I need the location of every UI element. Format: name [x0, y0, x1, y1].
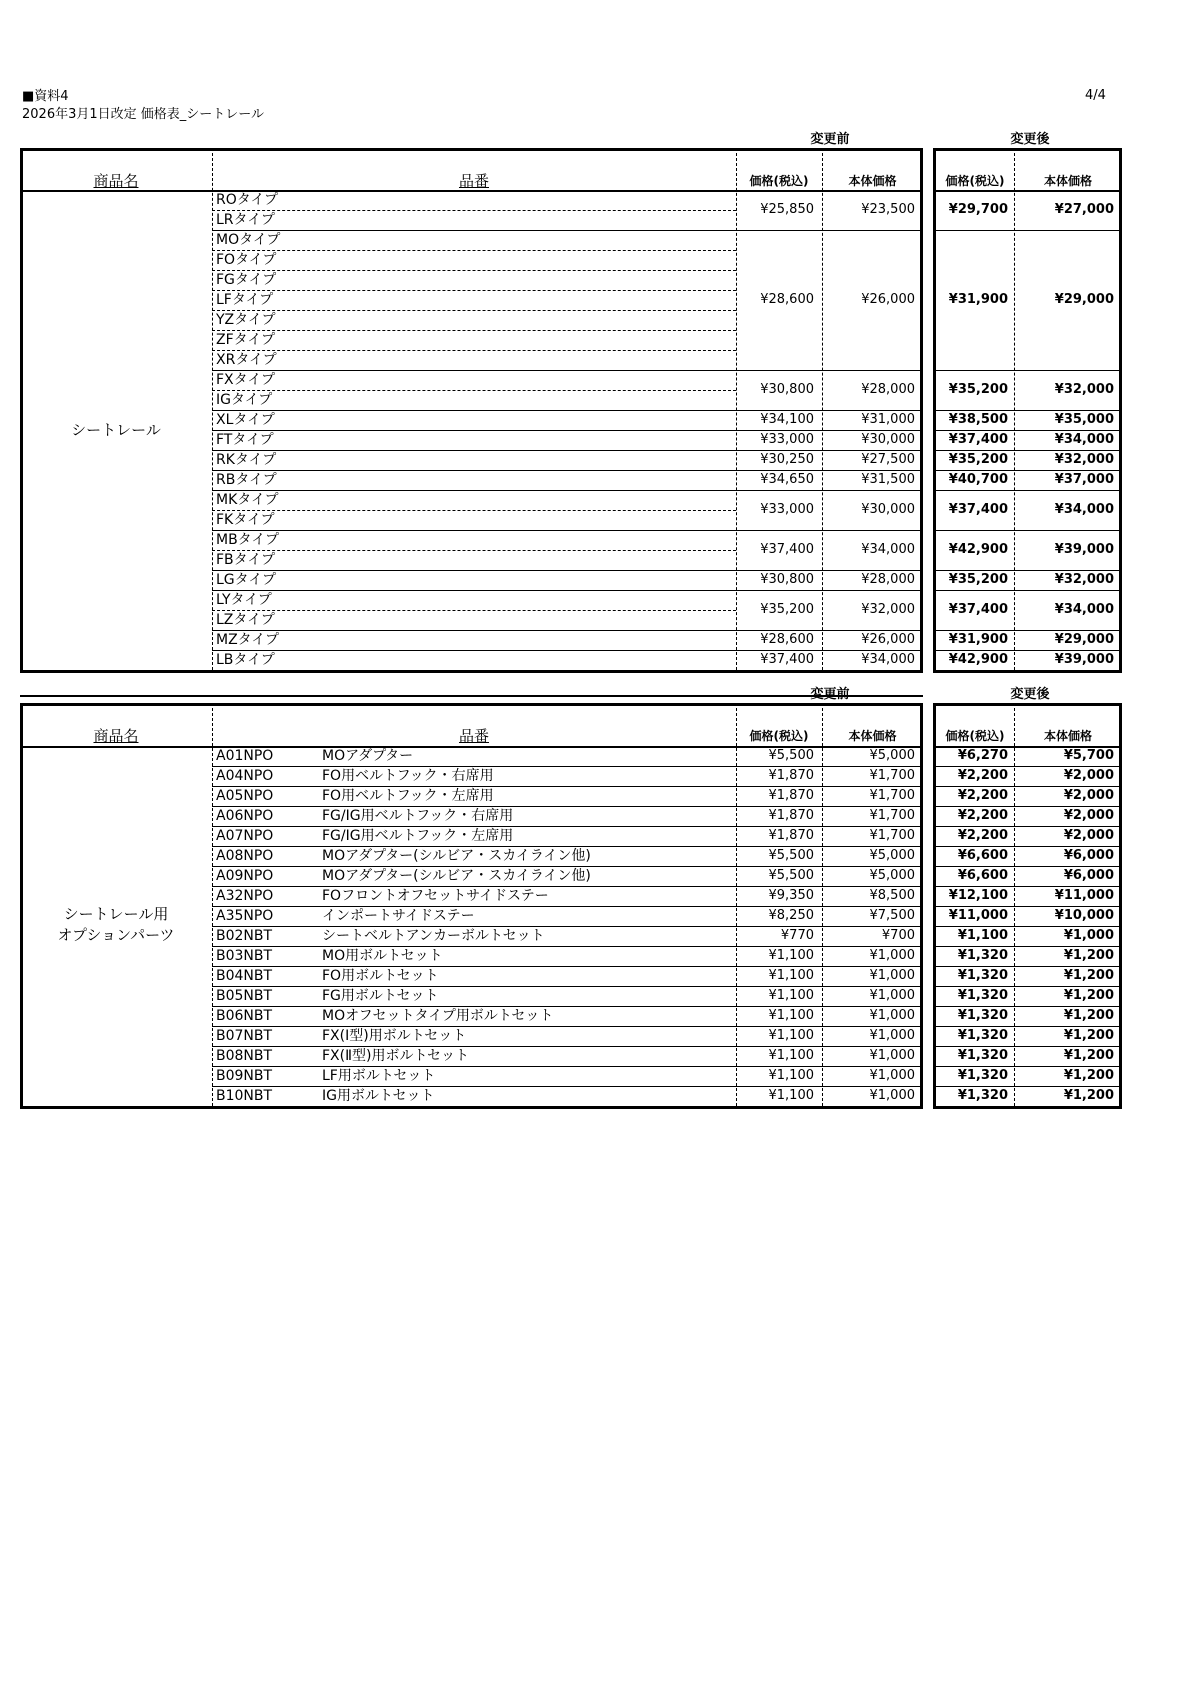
s1-g11-before-base: ¥26,000 [861, 632, 915, 647]
s2-r13-before-tax: ¥1,100 [768, 1008, 814, 1023]
s1-part-8-1: FBタイプ [216, 552, 275, 568]
s2-vline-after [1014, 703, 1015, 1106]
s1-part-7-0: MKタイプ [216, 492, 279, 508]
s1-g8-before-tax: ¥37,400 [760, 542, 814, 557]
s2-r11-before-tax: ¥1,100 [768, 968, 814, 983]
s1-part-2-0: FXタイプ [216, 372, 275, 388]
s2-r16-before-base: ¥1,000 [869, 1068, 915, 1083]
s1-g9-after-base: ¥32,000 [1054, 572, 1114, 587]
s2-r14-after-tax: ¥1,320 [957, 1028, 1008, 1043]
s1-g2-after-base: ¥32,000 [1054, 382, 1114, 397]
s1-g5-after-tax: ¥35,200 [948, 452, 1008, 467]
s2-col-after-base: 本体価格 [1043, 729, 1092, 743]
s2-desc-10: MO用ボルトセット [322, 948, 443, 964]
s2-r11-before-base: ¥1,000 [869, 968, 915, 983]
s1-g9-before-tax: ¥30,800 [760, 572, 814, 587]
s1-g12-after-tax: ¥42,900 [948, 652, 1008, 667]
s2-code-16: B09NBT [216, 1068, 273, 1084]
document-header [22, 88, 264, 124]
s1-part-9-0: LGタイプ [216, 572, 276, 588]
s1-vline-0 [212, 148, 213, 670]
s2-r11-after-base: ¥1,200 [1063, 968, 1114, 983]
s1-g5-before-tax: ¥30,250 [760, 452, 814, 467]
s2-r14-after-base: ¥1,200 [1063, 1028, 1114, 1043]
s1-col-after-tax: 価格(税込) [945, 174, 1005, 188]
s2-r9-before-base: ¥700 [881, 928, 915, 943]
s2-r10-after-base: ¥1,200 [1063, 948, 1114, 963]
s1-g11-before-tax: ¥28,600 [760, 632, 814, 647]
s1-g5-after-base: ¥32,000 [1054, 452, 1114, 467]
s1-g2-before-tax: ¥30,800 [760, 382, 814, 397]
s2-col-before-tax: 価格(税込) [749, 729, 809, 743]
s2-code-1: A04NPO [216, 768, 274, 784]
s1-g3-after-tax: ¥38,500 [948, 412, 1008, 427]
s1-part-3-0: XLタイプ [216, 412, 275, 428]
s2-r17-before-tax: ¥1,100 [768, 1088, 814, 1103]
s1-g1-after-base: ¥29,000 [1054, 292, 1114, 307]
s1-head-line [20, 190, 923, 192]
s1-part-7-1: FKタイプ [216, 512, 275, 528]
s1-part-1-3: LFタイプ [216, 292, 274, 308]
s2-before-label: 変更前 [810, 687, 850, 702]
s2-code-4: A07NPO [216, 828, 274, 844]
s2-vline-0 [212, 703, 213, 1106]
s2-desc-17: IG用ボルトセット [322, 1088, 435, 1104]
s1-g5-before-base: ¥27,500 [861, 452, 915, 467]
doc-label: ■資料4 [22, 89, 69, 104]
s1-part-1-5: ZFタイプ [216, 332, 275, 348]
s2-code-9: B02NBT [216, 928, 273, 944]
s1-g10-before-base: ¥32,000 [861, 602, 915, 617]
s2-r11-after-tax: ¥1,320 [957, 968, 1008, 983]
s1-before-label: 変更前 [810, 132, 850, 147]
page-number: 4/4 [1085, 88, 1106, 103]
s2-desc-3: FG/IG用ベルトフック・右席用 [322, 808, 514, 824]
s2-r3-before-base: ¥1,700 [869, 808, 915, 823]
s2-r0-after-base: ¥5,700 [1063, 748, 1114, 763]
s2-r17-before-base: ¥1,000 [869, 1088, 915, 1103]
s2-head-line [20, 746, 923, 748]
s2-r8-before-base: ¥7,500 [869, 908, 915, 923]
s1-vline-after [1014, 148, 1015, 670]
s1-g6-before-tax: ¥34,650 [760, 472, 814, 487]
s1-part-1-6: XRタイプ [216, 352, 277, 368]
s1-g10-after-tax: ¥37,400 [948, 602, 1008, 617]
s2-r6-after-base: ¥6,000 [1063, 868, 1114, 883]
s1-g8-after-tax: ¥42,900 [948, 542, 1008, 557]
s1-col-after-base: 本体価格 [1043, 174, 1092, 188]
s2-vline-2 [822, 703, 823, 1106]
s1-g2-before-base: ¥28,000 [861, 382, 915, 397]
s2-r12-after-tax: ¥1,320 [957, 988, 1008, 1003]
s2-col-before-base: 本体価格 [848, 729, 897, 743]
s2-r1-before-tax: ¥1,870 [768, 768, 814, 783]
s1-g3-before-base: ¥31,000 [861, 412, 915, 427]
s2-r9-before-tax: ¥770 [780, 928, 814, 943]
s2-col-after-tax: 価格(税込) [945, 729, 1005, 743]
s2-code-3: A06NPO [216, 808, 274, 824]
s2-r0-before-base: ¥5,000 [869, 748, 915, 763]
s1-part-1-1: FOタイプ [216, 252, 277, 268]
s1-g8-after-base: ¥39,000 [1054, 542, 1114, 557]
s2-r4-after-tax: ¥2,200 [957, 828, 1008, 843]
s1-part-6-0: RBタイプ [216, 472, 277, 488]
s2-desc-16: LF用ボルトセット [322, 1068, 436, 1084]
s1-g4-after-tax: ¥37,400 [948, 432, 1008, 447]
s1-g4-before-tax: ¥33,000 [760, 432, 814, 447]
s1-g1-before-base: ¥26,000 [861, 292, 915, 307]
s2-r12-before-base: ¥1,000 [869, 988, 915, 1003]
s1-g3-before-tax: ¥34,100 [760, 412, 814, 427]
s2-r5-after-tax: ¥6,600 [957, 848, 1008, 863]
s2-r13-after-tax: ¥1,320 [957, 1008, 1008, 1023]
s2-code-11: B04NBT [216, 968, 273, 984]
s1-part-10-1: LZタイプ [216, 612, 275, 628]
s2-col-part: 品番 [458, 727, 489, 745]
s1-part-0-1: LRタイプ [216, 212, 275, 228]
s1-g12-before-tax: ¥37,400 [760, 652, 814, 667]
s1-col-before-tax: 価格(税込) [749, 174, 809, 188]
s1-g12-before-base: ¥34,000 [861, 652, 915, 667]
s2-r2-after-base: ¥2,000 [1063, 788, 1114, 803]
s1-g9-before-base: ¥28,000 [861, 572, 915, 587]
s2-r15-before-tax: ¥1,100 [768, 1048, 814, 1063]
doc-title: 2026年3月1日改定 価格表_シートレール [22, 107, 264, 122]
s2-r0-after-tax: ¥6,270 [957, 748, 1008, 763]
s2-r13-before-base: ¥1,000 [869, 1008, 915, 1023]
s2-code-17: B10NBT [216, 1088, 273, 1104]
s1-g9-after-tax: ¥35,200 [948, 572, 1008, 587]
s2-r4-after-base: ¥2,000 [1063, 828, 1114, 843]
s1-part-2-1: IGタイプ [216, 392, 273, 408]
s1-part-0-0: ROタイプ [216, 192, 279, 208]
s1-g12-after-base: ¥39,000 [1054, 652, 1114, 667]
s2-desc-14: FX(Ⅰ型)用ボルトセット [322, 1028, 467, 1044]
s2-code-12: B05NBT [216, 988, 273, 1004]
s2-head-line-after [933, 746, 1122, 748]
s1-part-11-0: MZタイプ [216, 632, 279, 648]
s1-part-1-0: MOタイプ [216, 232, 281, 248]
s2-desc-12: FG用ボルトセット [322, 988, 439, 1004]
s1-vline-1 [736, 148, 737, 670]
s2-after-label: 変更後 [1010, 687, 1050, 702]
s2-r6-before-tax: ¥5,500 [768, 868, 814, 883]
s2-desc-1: FO用ベルトフック・右席用 [322, 768, 494, 784]
s1-part-12-0: LBタイプ [216, 652, 275, 668]
s1-g7-before-tax: ¥33,000 [760, 502, 814, 517]
s1-part-1-4: YZタイプ [216, 312, 276, 328]
s2-desc-8: インポートサイドステー [322, 908, 475, 924]
s2-vline-1 [736, 703, 737, 1106]
s2-r5-after-base: ¥6,000 [1063, 848, 1114, 863]
s1-head-line-after [933, 190, 1122, 192]
s2-r17-after-base: ¥1,200 [1063, 1088, 1114, 1103]
s2-code-5: A08NPO [216, 848, 274, 864]
s2-desc-15: FX(Ⅱ型)用ボルトセット [322, 1048, 470, 1064]
s2-r9-after-tax: ¥1,100 [957, 928, 1008, 943]
s2-r5-before-base: ¥5,000 [869, 848, 915, 863]
s1-part-8-0: MBタイプ [216, 532, 279, 548]
s2-r1-after-base: ¥2,000 [1063, 768, 1114, 783]
s2-r4-before-tax: ¥1,870 [768, 828, 814, 843]
s2-desc-7: FOフロントオフセットサイドステー [322, 888, 549, 904]
s2-r15-after-tax: ¥1,320 [957, 1048, 1008, 1063]
s1-g4-after-base: ¥34,000 [1054, 432, 1114, 447]
s2-r16-before-tax: ¥1,100 [768, 1068, 814, 1083]
s1-g7-after-base: ¥34,000 [1054, 502, 1114, 517]
s2-r7-after-tax: ¥12,100 [948, 888, 1008, 903]
s1-part-1-2: FGタイプ [216, 272, 277, 288]
s1-box-after [933, 148, 1122, 673]
s1-part-10-0: LYタイプ [216, 592, 272, 608]
s2-desc-2: FO用ベルトフック・左席用 [322, 788, 494, 804]
s1-g10-after-base: ¥34,000 [1054, 602, 1114, 617]
s2-code-2: A05NPO [216, 788, 274, 804]
s1-g11-after-base: ¥29,000 [1054, 632, 1114, 647]
s2-r4-before-base: ¥1,700 [869, 828, 915, 843]
s2-desc-6: MOアダプター(シルビア・スカイライン他) [322, 868, 591, 884]
s2-r6-after-tax: ¥6,600 [957, 868, 1008, 883]
s1-g0-before-base: ¥23,500 [861, 202, 915, 217]
s1-g8-before-base: ¥34,000 [861, 542, 915, 557]
s1-g2-after-tax: ¥35,200 [948, 382, 1008, 397]
s1-g0-after-tax: ¥29,700 [948, 202, 1008, 217]
s2-r2-before-base: ¥1,700 [869, 788, 915, 803]
s1-g0-before-tax: ¥25,850 [760, 202, 814, 217]
s2-desc-0: MOアダプター [322, 748, 414, 764]
s1-col-name: 商品名 [93, 172, 139, 190]
s2-r14-before-base: ¥1,000 [869, 1028, 915, 1043]
s2-r10-before-tax: ¥1,100 [768, 948, 814, 963]
s2-r16-after-tax: ¥1,320 [957, 1068, 1008, 1083]
s2-desc-4: FG/IG用ベルトフック・左席用 [322, 828, 514, 844]
s2-r2-before-tax: ¥1,870 [768, 788, 814, 803]
s1-part-5-0: RKタイプ [216, 452, 277, 468]
s2-r16-after-base: ¥1,200 [1063, 1068, 1114, 1083]
s2-r15-before-base: ¥1,000 [869, 1048, 915, 1063]
s2-r7-after-base: ¥11,000 [1054, 888, 1114, 903]
s2-r7-before-tax: ¥9,350 [768, 888, 814, 903]
s2-r12-after-base: ¥1,200 [1063, 988, 1114, 1003]
s2-code-8: A35NPO [216, 908, 274, 924]
s2-box-after [933, 703, 1122, 1109]
s1-g6-after-base: ¥37,000 [1054, 472, 1114, 487]
s1-g7-after-tax: ¥37,400 [948, 502, 1008, 517]
s1-category-name: シートレール [71, 421, 161, 439]
s2-code-14: B07NBT [216, 1028, 273, 1044]
s2-r10-before-base: ¥1,000 [869, 948, 915, 963]
s2-code-0: A01NPO [216, 748, 274, 764]
s1-g10-before-tax: ¥35,200 [760, 602, 814, 617]
s1-g1-after-tax: ¥31,900 [948, 292, 1008, 307]
s1-g4-before-base: ¥30,000 [861, 432, 915, 447]
s2-r3-after-tax: ¥2,200 [957, 808, 1008, 823]
s2-r5-before-tax: ¥5,500 [768, 848, 814, 863]
s2-r6-before-base: ¥5,000 [869, 868, 915, 883]
s2-r17-after-tax: ¥1,320 [957, 1088, 1008, 1103]
s2-desc-11: FO用ボルトセット [322, 968, 439, 984]
s2-category-name-2: オプションパーツ [57, 926, 175, 944]
s1-g6-after-tax: ¥40,700 [948, 472, 1008, 487]
s2-r10-after-tax: ¥1,320 [957, 948, 1008, 963]
s1-g0-after-base: ¥27,000 [1054, 202, 1114, 217]
s2-r3-after-base: ¥2,000 [1063, 808, 1114, 823]
s2-desc-9: シートベルトアンカーボルトセット [322, 928, 545, 944]
s2-r8-after-base: ¥10,000 [1054, 908, 1114, 923]
s2-code-13: B06NBT [216, 1008, 273, 1024]
s1-after-label: 変更後 [1010, 132, 1050, 147]
s1-box-main [20, 148, 923, 673]
s1-col-part: 品番 [458, 172, 489, 190]
s1-part-4-0: FTタイプ [216, 432, 274, 448]
s2-code-7: A32NPO [216, 888, 274, 904]
s1-g1-before-tax: ¥28,600 [760, 292, 814, 307]
s2-r2-after-tax: ¥2,200 [957, 788, 1008, 803]
s2-r9-after-base: ¥1,000 [1063, 928, 1114, 943]
s1-g6-before-base: ¥31,500 [861, 472, 915, 487]
s2-code-15: B08NBT [216, 1048, 273, 1064]
s2-r13-after-base: ¥1,200 [1063, 1008, 1114, 1023]
s1-g3-after-base: ¥35,000 [1054, 412, 1114, 427]
s1-g11-after-tax: ¥31,900 [948, 632, 1008, 647]
s2-r8-before-tax: ¥8,250 [768, 908, 814, 923]
s2-r3-before-tax: ¥1,870 [768, 808, 814, 823]
s2-r1-after-tax: ¥2,200 [957, 768, 1008, 783]
s2-code-10: B03NBT [216, 948, 273, 964]
s2-col-name: 商品名 [93, 727, 139, 745]
s2-r0-before-tax: ¥5,500 [768, 748, 814, 763]
s2-r8-after-tax: ¥11,000 [948, 908, 1008, 923]
s1-g7-before-base: ¥30,000 [861, 502, 915, 517]
s2-r14-before-tax: ¥1,100 [768, 1028, 814, 1043]
s2-r12-before-tax: ¥1,100 [768, 988, 814, 1003]
s2-desc-13: MOオフセットタイプ用ボルトセット [322, 1008, 554, 1024]
s1-vline-2 [822, 148, 823, 670]
s2-desc-5: MOアダプター(シルビア・スカイライン他) [322, 848, 591, 864]
s2-category-name-1: シートレール用 [63, 905, 169, 923]
s2-r1-before-base: ¥1,700 [869, 768, 915, 783]
s2-r7-before-base: ¥8,500 [869, 888, 915, 903]
s2-r15-after-base: ¥1,200 [1063, 1048, 1114, 1063]
s1-col-before-base: 本体価格 [848, 174, 897, 188]
s2-code-6: A09NPO [216, 868, 274, 884]
